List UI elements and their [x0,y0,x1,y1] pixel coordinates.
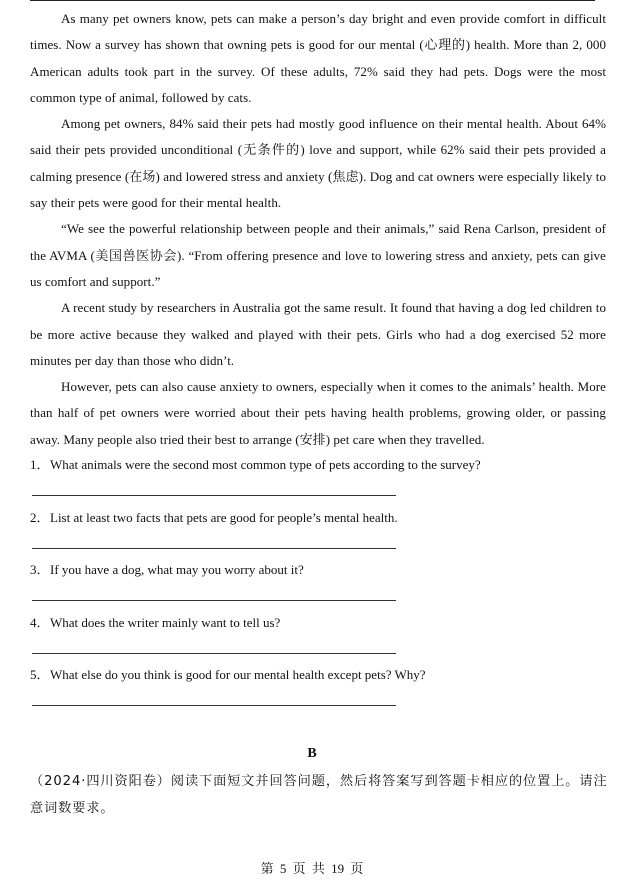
question-1 [30,452,606,505]
top-rule [30,0,595,1]
question-text: If you have a dog, what may you worry about it? [50,562,304,577]
question-text: What else do you think is good for our mental health except pets? Why? [50,667,426,682]
question-2 [30,505,606,558]
question-number: 1． [30,457,50,472]
question-text: What does the writer mainly want to tell us? [50,614,281,630]
question-5 [30,662,606,715]
question-text: List at least two facts that pets are good for people’s mental health. [50,509,398,525]
question-number: 3． [30,562,50,577]
answer-line[interactable] [32,705,396,706]
question-number: 5． [30,667,50,682]
answer-line[interactable] [32,600,396,601]
passage-paragraph-5: However, pets can also cause anxiety to owners, especially when it comes to the animals’ health. More than half of pet owners were worried about their pets having health problems, growing older, or passing away. Many people also tried their best to arrange (安排) pet care when they travelled. [30,379,606,447]
passage-paragraph-4: A recent study by researchers in Australia got the same result. It found that having a dog led children to be more active because they walked and played with their pets. Girls who had a dog exercised 52 more minutes per day than those who didn’t. [30,300,606,368]
passage-paragraph-3: “We see the powerful relationship between people and their animals,” said Rena Carlson, president of the AVMA (美国兽医协会). “From offering presence and love to lowering stress and anxiety, pets can give us comfort and support.” [30,221,606,289]
question-3 [30,557,606,610]
answer-line[interactable] [32,548,396,549]
answer-line[interactable] [32,495,396,496]
passage-paragraph-1: As many pet owners know, pets can make a person’s day bright and even provide comfort in difficult times. Now a survey has shown that owning pets is good for our mental (心理的) health. More than 2, 000 American adults took part in the survey. Of these adults, 72% said they had pets. Dogs were the most common type of animal, followed by cats. [30,11,606,105]
passage-paragraph-2: Among pet owners, 84% said their pets had mostly good influence on their mental health. About 64% said their pets provided unconditional (无条件的) love and support, while 62% said their pets provided a calming presence (在场) and lowered stress and anxiety (焦虑). Dog and cat owners were especially likely to say their pets were good for their mental health. [30,116,606,211]
question-number: 4． [30,614,50,630]
question-text: What animals were the second most common type of pets according to the survey? [50,457,481,472]
page-footer: 第 5 页 共 19 页 [260,861,364,876]
question-4 [30,610,606,663]
section-heading: B [307,746,317,761]
question-number: 2． [30,509,50,525]
reading-passage [30,6,606,453]
section-instruction: （2024·四川资阳卷）阅读下面短文并回答问题，然后将答案写到答题卡相应的位置上。请注意词数要求。 [30,774,608,816]
answer-line[interactable] [32,653,396,654]
question-list [30,452,606,715]
